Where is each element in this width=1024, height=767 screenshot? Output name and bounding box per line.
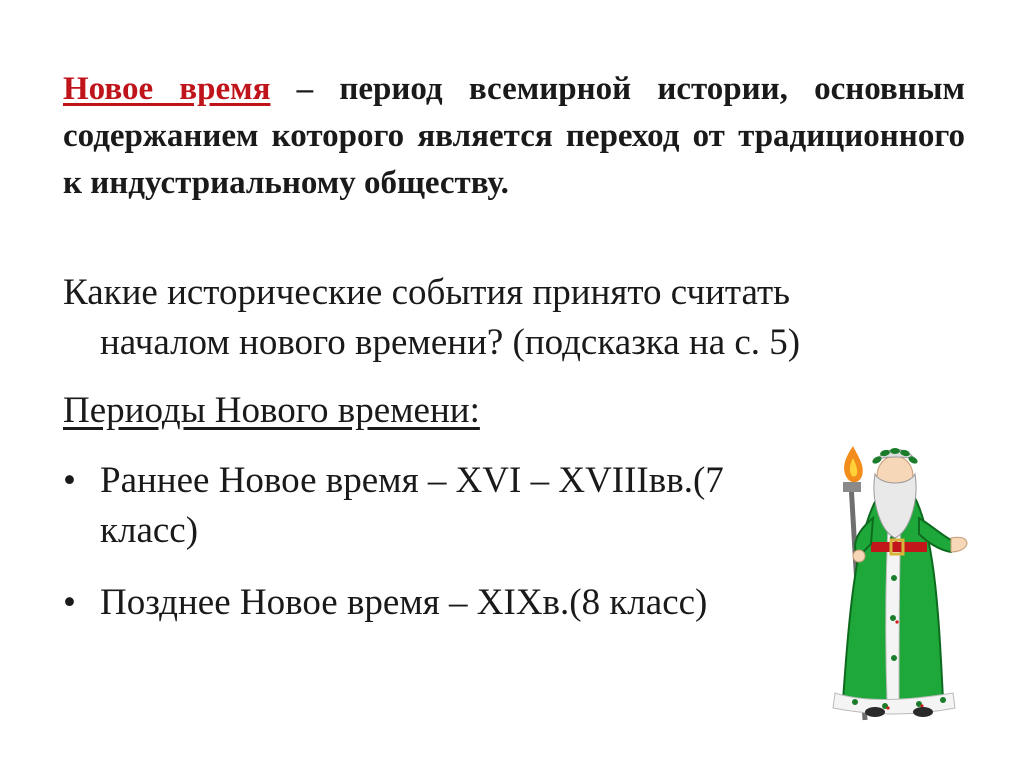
bullet-icon: • <box>63 582 76 623</box>
question-line-2: началом нового времени? (подсказка на с. 5) <box>100 322 801 363</box>
list-item-text: Раннее Новое время – XVI – XVIIIвв.(7 <box>100 460 724 501</box>
question-paragraph <box>63 268 973 368</box>
list-item-continuation: класс) <box>100 510 199 551</box>
robed-elder-with-torch-icon <box>815 438 975 723</box>
periods-heading: Периоды Нового времени: <box>63 390 480 431</box>
definition-paragraph <box>63 66 965 207</box>
term-new-time: Новое время <box>63 71 271 107</box>
definition-text: – период всемирной истории, основным содержанием которого является переход от традиционного к индустриальному обществу. <box>63 71 966 201</box>
bullet-icon: • <box>63 460 76 501</box>
question-line-1: Какие исторические события принято считать <box>63 272 791 313</box>
list-item-text: Позднее Новое время – XIXв.(8 класс) <box>100 582 708 623</box>
